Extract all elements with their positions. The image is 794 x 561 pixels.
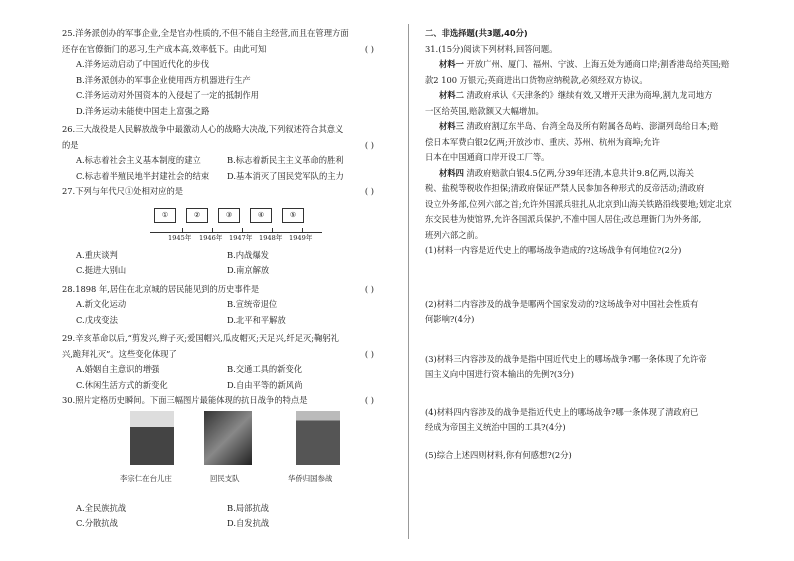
material-text: 班列六部之前。 xyxy=(425,229,484,240)
timeline-year: 1949年 xyxy=(289,233,313,242)
material-1 xyxy=(425,57,763,88)
sub-question-4: (4)材料四内容涉及的战争是指近代史上的哪场战争?哪一条体现了清政府已 xyxy=(425,406,699,417)
material-label: 材料一 xyxy=(439,59,464,69)
timeline-box-2: ② xyxy=(186,208,208,223)
material-label: 材料二 xyxy=(439,90,464,100)
timeline-tick xyxy=(242,228,243,232)
option-a: A.全民族抗战 xyxy=(76,502,127,513)
timeline-box-1: ① xyxy=(154,208,176,223)
timeline-tick xyxy=(182,228,183,232)
question-25 xyxy=(62,26,392,119)
q28-line1: 28.1898 年,居住在北京城的居民能见到的历史事件是 xyxy=(62,283,260,294)
timeline-box-4: ④ xyxy=(250,208,272,223)
option-b: B.局部抗战 xyxy=(227,502,269,513)
photo-overseas-chinese xyxy=(296,411,340,465)
question-28 xyxy=(62,282,392,329)
photo-hui-detachment xyxy=(204,411,252,465)
material-text: 设立外务部,位列六部之首;允许外国派兵驻扎从北京到山海关铁路沿线要地;划定北京 xyxy=(425,198,732,209)
timeline-box-5: ⑤ xyxy=(282,208,304,223)
answer-paren[interactable]: ( ) xyxy=(364,186,374,196)
timeline-box-3: ③ xyxy=(218,208,240,223)
q30-line1: 30.照片定格历史瞬间。下面三幅图片最能体现的抗日战争的特点是 xyxy=(62,395,308,405)
option-a: A.重庆谈判 xyxy=(76,249,118,260)
question-30 xyxy=(62,393,392,532)
sub-question-4-cont: 经成为帝国主义统治中国的工具?(4分) xyxy=(425,422,566,432)
photo-strip xyxy=(62,409,392,501)
answer-space[interactable] xyxy=(425,328,763,352)
option-c: C.洋务运动对外国资本的入侵起了一定的抵制作用 xyxy=(76,90,259,100)
column-divider xyxy=(408,24,409,539)
option-b: B.洋务派创办的军事企业使用西方机器进行生产 xyxy=(76,74,251,85)
option-d: D.南京解放 xyxy=(227,265,270,275)
question-31: 31.(15分)阅读下列材料,回答问题。 xyxy=(425,43,558,54)
material-text: 偿日本军费白银2亿两;开放沙市、重庆、苏州、杭州为商埠;允许 xyxy=(425,136,660,147)
material-text: 开放广州、厦门、福州、宁波、上海五处为通商口岸;割香港岛给英国;赔 xyxy=(466,59,730,69)
timeline-year: 1948年 xyxy=(259,233,283,242)
q29-line1: 29.辛亥革命以后,“剪发兴,辫子灭;爱国帽兴,瓜皮帽灭;天足兴,纤足灭;鞠躬礼 xyxy=(62,333,339,343)
material-3 xyxy=(425,119,763,166)
timeline-tick xyxy=(272,228,273,232)
section-title: 二、非选择题(共3题,40分) xyxy=(425,28,528,38)
sub-question-3: (3)材料三内容涉及的战争是指中国近代史上的哪场战争?哪一条体现了允许帝 xyxy=(425,353,707,364)
photo-caption: 华侨归国参战 xyxy=(288,473,333,483)
option-d: D.北平和平解放 xyxy=(227,314,286,325)
timeline-tick xyxy=(302,228,303,232)
material-2 xyxy=(425,88,763,119)
option-d: D.基本消灭了国民党军队的主力 xyxy=(227,170,344,181)
q25-line2: 还存在官僚衙门的恶习,生产成本高,效率低下。由此可知 xyxy=(62,43,267,54)
answer-space[interactable] xyxy=(425,259,763,297)
option-c: C.戊戌变法 xyxy=(76,314,118,325)
q29-line2: 兴,跪拜礼灭”。这些变化体现了 xyxy=(62,348,177,359)
question-27 xyxy=(62,184,392,279)
answer-paren[interactable]: ( ) xyxy=(364,139,374,150)
answer-space[interactable] xyxy=(425,383,763,405)
question-29 xyxy=(62,331,392,393)
sub-question-2: (2)材料二内容涉及的战争是哪两个国家发动的?这场战争对中国社会性质有 xyxy=(425,298,699,309)
option-a: A.标志着社会主义基本制度的建立 xyxy=(76,155,201,165)
option-d: D.洋务运动未能使中国走上富强之路 xyxy=(76,105,210,116)
sub-question-3-cont: 国主义向中国进行资本输出的先例?(3分) xyxy=(425,369,574,379)
option-b: B.交通工具的新变化 xyxy=(227,364,303,374)
option-b: B.宣统帝退位 xyxy=(227,299,278,309)
sub-question-2-cont: 何影响?(4分) xyxy=(425,314,475,324)
option-d: D.自由平等的新风尚 xyxy=(227,379,303,390)
q26-line2: 的是 xyxy=(62,139,79,150)
q25-line1: 25.洋务派创办的军事企业,全是官办性质的,不但不能自主经营,而且在管理方面 xyxy=(62,28,349,38)
answer-paren[interactable]: ( ) xyxy=(364,283,374,294)
option-a: A.新文化运动 xyxy=(76,299,127,309)
q27-line1: 27.下列与年代尺①处相对应的是 xyxy=(62,186,184,196)
option-c: C.休闲生活方式的新变化 xyxy=(76,379,168,390)
answer-paren[interactable]: ( ) xyxy=(364,395,374,405)
material-text: 清政府赔款白银4.5亿两,分39年还清,本息共计9.8亿两,以海关 xyxy=(466,167,694,178)
timeline-axis xyxy=(150,232,322,233)
material-label: 材料四 xyxy=(439,167,464,178)
material-text: 东交民巷为使馆界,允许各国派兵保护,不准中国人居住;改总理衙门为外务部, xyxy=(425,214,702,224)
right-column xyxy=(425,26,763,463)
option-a: A.婚姻自主意识的增强 xyxy=(76,364,160,374)
option-c: C.分散抗战 xyxy=(76,518,118,528)
timeline-year: 1946年 xyxy=(199,233,223,242)
material-text: 一区给英国,赔款额又大幅增加。 xyxy=(425,105,544,116)
option-d: D.自发抗战 xyxy=(227,518,270,528)
material-text: 日本在中国通商口岸开设工厂等。 xyxy=(425,152,550,162)
material-text: 清政府承认《天津条约》继续有效,又增开天津为商埠,割九龙司地方 xyxy=(466,90,713,100)
material-4 xyxy=(425,166,763,244)
answer-paren[interactable]: ( ) xyxy=(364,348,374,359)
photo-caption: 李宗仁在台儿庄 xyxy=(120,473,172,483)
option-a: A.洋务运动启动了中国近代化的步伐 xyxy=(76,59,210,69)
sub-question-5: (5)综合上述四则材料,你有何感想?(2分) xyxy=(425,449,572,460)
q26-line1: 26.三大战役是人民解放战争中最激动人心的战略大决战,下列叙述符合其意义 xyxy=(62,124,344,134)
photo-caption: 回民支队 xyxy=(210,473,240,483)
sub-question-1: (1)材料一内容是近代史上的哪场战争造成的?这场战争有何地位?(2分) xyxy=(425,245,682,255)
material-text: 清政府割辽东半岛、台湾全岛及所有附属各岛屿、澎湖列岛给日本;赔 xyxy=(466,121,719,131)
material-text: 税、盐税等税收作担保;清政府保证严禁人民参加各种形式的反帝活动;清政府 xyxy=(425,183,705,193)
option-c: C.标志着半殖民地半封建社会的结束 xyxy=(76,170,210,181)
timeline-ruler xyxy=(62,202,392,246)
answer-paren[interactable]: ( ) xyxy=(364,43,374,54)
timeline-year: 1945年 xyxy=(168,233,192,242)
material-text: 款2 100 万银元;英商进出口货物应纳税款,必须经双方协议。 xyxy=(425,74,648,85)
option-b: B.内战爆发 xyxy=(227,249,269,260)
photo-li-zongren xyxy=(130,411,174,465)
option-c: C.挺进大别山 xyxy=(76,265,127,275)
answer-space[interactable] xyxy=(425,436,763,448)
timeline-tick xyxy=(212,228,213,232)
question-26 xyxy=(62,122,392,184)
option-b: B.标志着新民主主义革命的胜利 xyxy=(227,155,344,165)
material-label: 材料三 xyxy=(439,121,464,131)
left-column xyxy=(62,26,392,532)
timeline-year: 1947年 xyxy=(229,233,253,242)
